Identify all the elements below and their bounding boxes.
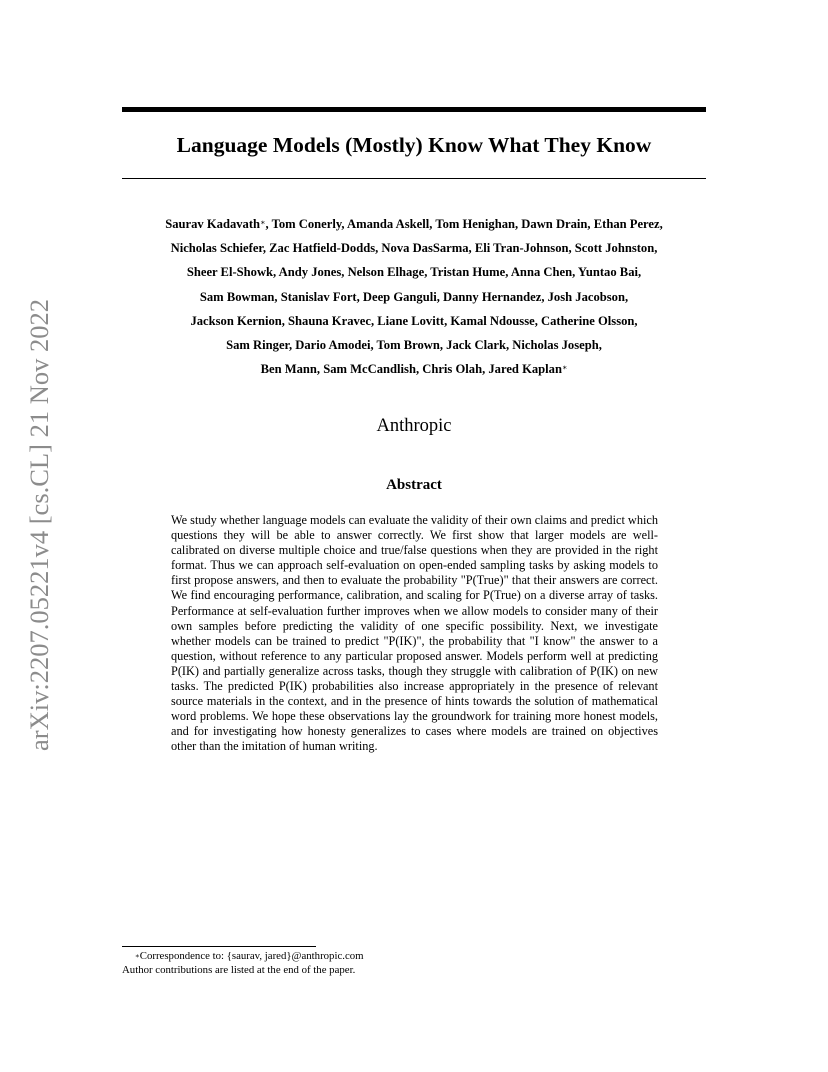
author-line (122, 287, 706, 311)
abstract-body: We study whether language models can evaluate the validity of their own claims and predict which questions they will be able to answer correctly. We first show that larger models are well-calibrated on diverse multiple choice and true/false questions when they are provided in the right format. Thus we can approach self-evaluation on open-ended sampling tasks by asking models to first propose answers, and then to evaluate the probability "P(True)" that their answers are correct. We find encouraging performance, calibration, and scaling for P(True) on a diverse array of tasks. Performance at self-evaluation further improves when we allow models to consider many of their own samples before predicting the validity of one specific possibility. Next, we investigate whether models can be trained to predict "P(IK)", the probability that "I know" the answer to a question, without reference to any particular proposed answer. Models perform well at predicting P(IK) and partially generalize across tasks, though they struggle with calibration of P(IK) on new tasks. The predicted P(IK) probabilities also increase appropriately in the presence of relevant source materials in the context, and in the presence of hints towards the solution of mathematical word problems. We hope these observations lay the groundwork for training more honest models, and for investigating how honesty generalizes to cases where models are trained on objectives other than the imitation of human writing. (171, 513, 658, 754)
footnote-rule (122, 946, 316, 947)
author-names: Sheer El-Showk, Andy Jones, Nelson Elhage, Tristan Hume, Anna Chen, Yuntao Bai, (186, 265, 642, 280)
author-names: Ben Mann, Sam McCandlish, Chris Olah, Jared Kaplan (260, 362, 562, 377)
corresponding-author-marker: ∗ (260, 218, 266, 227)
author-names: Jackson Kernion, Shauna Kravec, Liane Lovitt, Kamal Ndousse, Catherine Olsson, (190, 313, 638, 328)
author-line (122, 335, 706, 359)
arxiv-identifier-text: arXiv:2207.05221v4 [cs.CL] 21 Nov 2022 (24, 299, 54, 751)
contributions-footnote: Author contributions are listed at the end of the paper. (122, 964, 356, 976)
author-line (122, 238, 706, 262)
affiliation: Anthropic (376, 416, 452, 436)
correspondence-text: Correspondence to: {saurav, jared}@anthropic.com (139, 950, 364, 962)
corresponding-author-marker: ∗ (561, 363, 568, 373)
author-names: Nicholas Schiefer, Zac Hatfield-Dodds, Nova DasSarma, Eli Tran-Johnson, Scott Johnston, (170, 241, 658, 256)
footnote-block (122, 949, 706, 977)
title-top-rule (122, 107, 706, 112)
paper-title: Language Models (Mostly) Know What They Know (176, 133, 652, 157)
author-names: Sam Bowman, Stanislav Fort, Deep Ganguli, Danny Hernandez, Josh Jacobson, (199, 289, 629, 304)
author-name: Saurav Kadavath (165, 217, 261, 231)
title-bottom-rule (122, 178, 706, 179)
author-names: Tom Conerly, Amanda Askell, Tom Henighan, Dawn Drain, Ethan Perez, (271, 217, 663, 231)
author-line (122, 262, 706, 286)
abstract-heading: Abstract (386, 477, 442, 493)
author-line: Saurav Kadavath∗, Tom Conerly, Amanda Askell, Tom Henighan, Dawn Drain, Ethan Perez, (165, 217, 663, 231)
author-line (122, 311, 706, 335)
correspondence-footnote (122, 949, 706, 963)
author-line (122, 359, 706, 383)
author-names: Sam Ringer, Dario Amodei, Tom Brown, Jack Clark, Nicholas Joseph, (226, 337, 602, 352)
author-list (122, 214, 706, 383)
footnote-marker: ∗ (135, 952, 140, 960)
